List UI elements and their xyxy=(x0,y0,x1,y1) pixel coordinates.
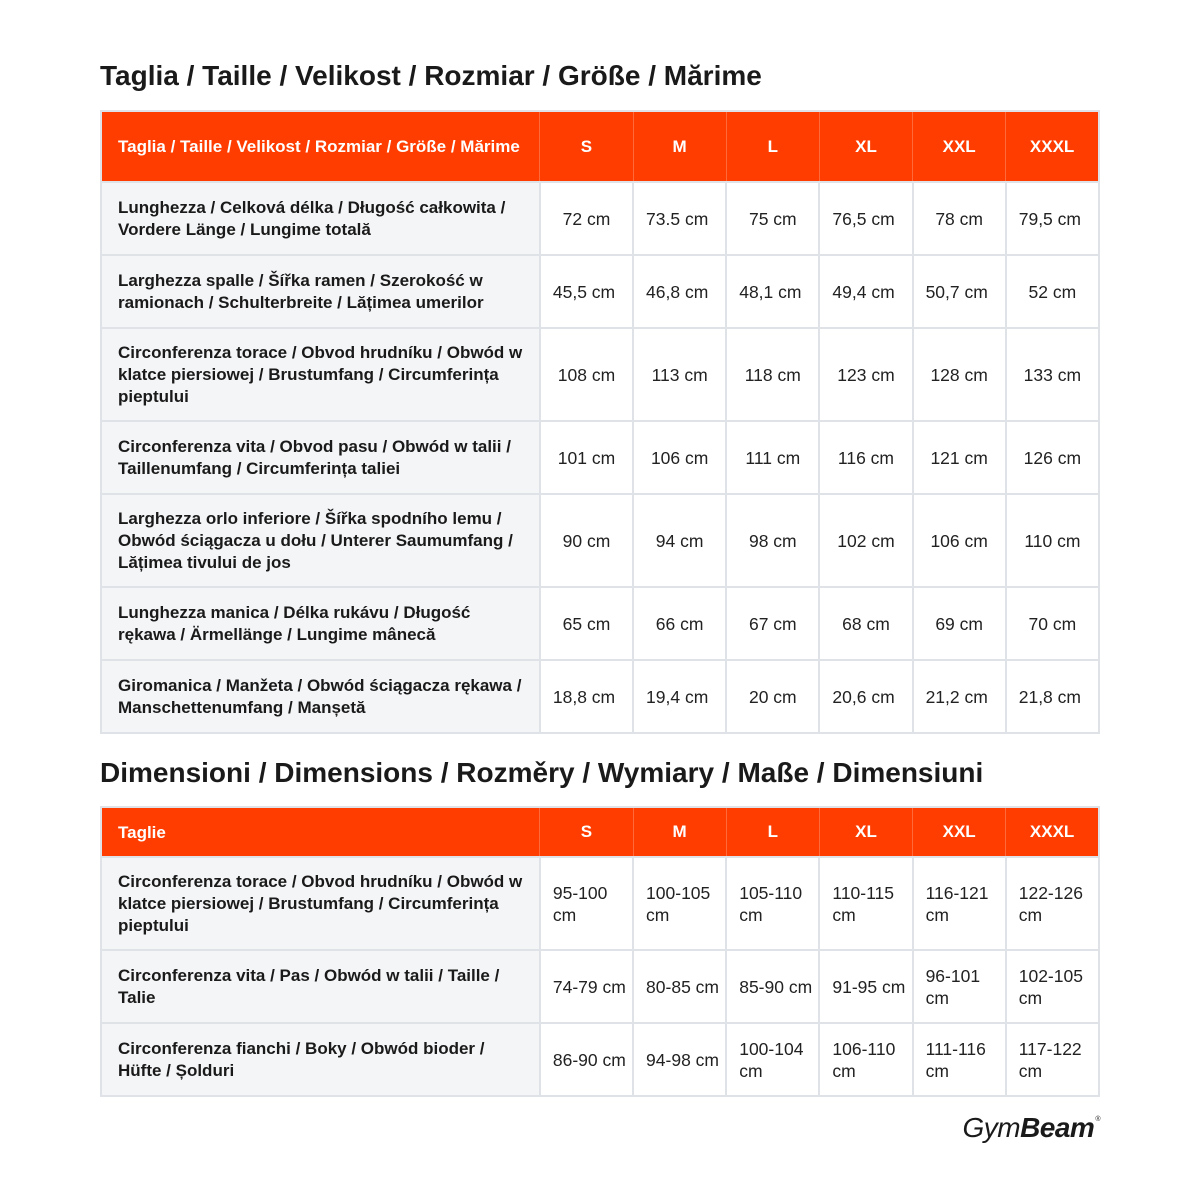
table-cell: 102-105 cm xyxy=(1006,950,1099,1023)
table-cell: 21,8 cm xyxy=(1006,660,1099,733)
table-row xyxy=(101,857,1099,950)
row-label: Lunghezza / Celková délka / Długość całkowita / Vordere Länge / Lungime totală xyxy=(101,182,540,255)
header-size-xxl: XXL xyxy=(913,111,1006,182)
table-cell: 116-121 cm xyxy=(913,857,1006,950)
table-cell: 133 cm xyxy=(1006,328,1099,421)
header-size-xl: XL xyxy=(819,111,912,182)
header-size-s: S xyxy=(540,807,633,857)
table-row xyxy=(101,1023,1099,1096)
table-cell: 19,4 cm xyxy=(633,660,726,733)
table-cell: 100-105 cm xyxy=(633,857,726,950)
table-cell: 45,5 cm xyxy=(540,255,633,328)
table-cell: 49,4 cm xyxy=(819,255,912,328)
logo-text-beam: Beam xyxy=(1020,1112,1095,1143)
row-label: Larghezza orlo inferiore / Šířka spodního lemu / Obwód ściągacza u dołu / Unterer Saumumfang / Lățimea tivului de jos xyxy=(101,494,540,587)
table-cell: 80-85 cm xyxy=(633,950,726,1023)
table-row xyxy=(101,494,1099,587)
table-cell: 95-100 cm xyxy=(540,857,633,950)
header-size-xxxl: XXXL xyxy=(1006,111,1099,182)
table-cell: 68 cm xyxy=(819,587,912,660)
table-header-row xyxy=(101,111,1099,182)
table-cell: 126 cm xyxy=(1006,421,1099,494)
header-size-l: L xyxy=(726,807,819,857)
table-cell: 70 cm xyxy=(1006,587,1099,660)
table-cell: 66 cm xyxy=(633,587,726,660)
header-label: Taglia / Taille / Velikost / Rozmiar / Größe / Mărime xyxy=(101,111,540,182)
table-cell: 90 cm xyxy=(540,494,633,587)
row-label: Circonferenza vita / Obvod pasu / Obwód w talii / Taillenumfang / Circumferința taliei xyxy=(101,421,540,494)
table-cell: 65 cm xyxy=(540,587,633,660)
row-label: Circonferenza vita / Pas / Obwód w talii / Taille / Talie xyxy=(101,950,540,1023)
table-cell: 128 cm xyxy=(913,328,1006,421)
table-cell: 106 cm xyxy=(633,421,726,494)
table-cell: 106 cm xyxy=(913,494,1006,587)
row-label: Circonferenza fianchi / Boky / Obwód bioder / Hüfte / Șolduri xyxy=(101,1023,540,1096)
table-cell: 20 cm xyxy=(726,660,819,733)
table-row xyxy=(101,328,1099,421)
table-cell: 73.5 cm xyxy=(633,182,726,255)
table-cell: 20,6 cm xyxy=(819,660,912,733)
table-header-row xyxy=(101,807,1099,857)
header-size-m: M xyxy=(633,807,726,857)
table-cell: 98 cm xyxy=(726,494,819,587)
table-cell: 100-104 cm xyxy=(726,1023,819,1096)
table-cell: 85-90 cm xyxy=(726,950,819,1023)
row-label: Lunghezza manica / Délka rukávu / Długość rękawa / Ärmellänge / Lungime mânecă xyxy=(101,587,540,660)
table-cell: 21,2 cm xyxy=(913,660,1006,733)
size-table xyxy=(100,110,1100,734)
row-label: Circonferenza torace / Obvod hrudníku / Obwód w klatce piersiowej / Brustumfang / Circumferința pieptului xyxy=(101,857,540,950)
header-size-l: L xyxy=(726,111,819,182)
table-cell: 122-126 cm xyxy=(1006,857,1099,950)
header-size-xl: XL xyxy=(819,807,912,857)
table-cell: 96-101 cm xyxy=(913,950,1006,1023)
table-cell: 113 cm xyxy=(633,328,726,421)
table-cell: 18,8 cm xyxy=(540,660,633,733)
header-label: Taglie xyxy=(101,807,540,857)
table-cell: 46,8 cm xyxy=(633,255,726,328)
table-cell: 102 cm xyxy=(819,494,912,587)
table-cell: 94-98 cm xyxy=(633,1023,726,1096)
dimensions-table-title: Dimensioni / Dimensions / Rozměry / Wymiary / Maße / Dimensiuni xyxy=(100,757,984,788)
table-cell: 48,1 cm xyxy=(726,255,819,328)
gymbeam-logo xyxy=(962,1112,1100,1148)
table-cell: 110-115 cm xyxy=(819,857,912,950)
table-row xyxy=(101,255,1099,328)
table-cell: 108 cm xyxy=(540,328,633,421)
table-cell: 91-95 cm xyxy=(819,950,912,1023)
table-cell: 72 cm xyxy=(540,182,633,255)
table-cell: 121 cm xyxy=(913,421,1006,494)
table-cell: 111 cm xyxy=(726,421,819,494)
table-cell: 118 cm xyxy=(726,328,819,421)
header-size-xxxl: XXXL xyxy=(1006,807,1099,857)
table-cell: 110 cm xyxy=(1006,494,1099,587)
registered-mark: ® xyxy=(1095,1116,1100,1123)
table-cell: 78 cm xyxy=(913,182,1006,255)
table-cell: 69 cm xyxy=(913,587,1006,660)
header-size-m: M xyxy=(633,111,726,182)
table-cell: 123 cm xyxy=(819,328,912,421)
table-cell: 94 cm xyxy=(633,494,726,587)
table-cell: 116 cm xyxy=(819,421,912,494)
table-cell: 111-116 cm xyxy=(913,1023,1006,1096)
table-cell: 106-110 cm xyxy=(819,1023,912,1096)
header-size-xxl: XXL xyxy=(913,807,1006,857)
size-table-title: Taglia / Taille / Velikost / Rozmiar / Größe / Mărime xyxy=(100,60,762,91)
row-label: Giromanica / Manžeta / Obwód ściągacza rękawa / Manschettenumfang / Manșetă xyxy=(101,660,540,733)
table-cell: 67 cm xyxy=(726,587,819,660)
row-label: Circonferenza torace / Obvod hrudníku / Obwód w klatce piersiowej / Brustumfang / Circumferința pieptului xyxy=(101,328,540,421)
table-row xyxy=(101,421,1099,494)
table-cell: 75 cm xyxy=(726,182,819,255)
table-cell: 52 cm xyxy=(1006,255,1099,328)
table-cell: 76,5 cm xyxy=(819,182,912,255)
table-cell: 74-79 cm xyxy=(540,950,633,1023)
table-row xyxy=(101,587,1099,660)
dimensions-table xyxy=(100,806,1100,1097)
header-size-s: S xyxy=(540,111,633,182)
table-cell: 50,7 cm xyxy=(913,255,1006,328)
table-row xyxy=(101,660,1099,733)
table-cell: 101 cm xyxy=(540,421,633,494)
logo-text-gym: Gym xyxy=(962,1112,1021,1143)
table-cell: 105-110 cm xyxy=(726,857,819,950)
table-cell: 79,5 cm xyxy=(1006,182,1099,255)
table-row xyxy=(101,182,1099,255)
table-row xyxy=(101,950,1099,1023)
table-cell: 86-90 cm xyxy=(540,1023,633,1096)
table-cell: 117-122 cm xyxy=(1006,1023,1099,1096)
row-label: Larghezza spalle / Šířka ramen / Szerokość w ramionach / Schulterbreite / Lățimea umerilor xyxy=(101,255,540,328)
